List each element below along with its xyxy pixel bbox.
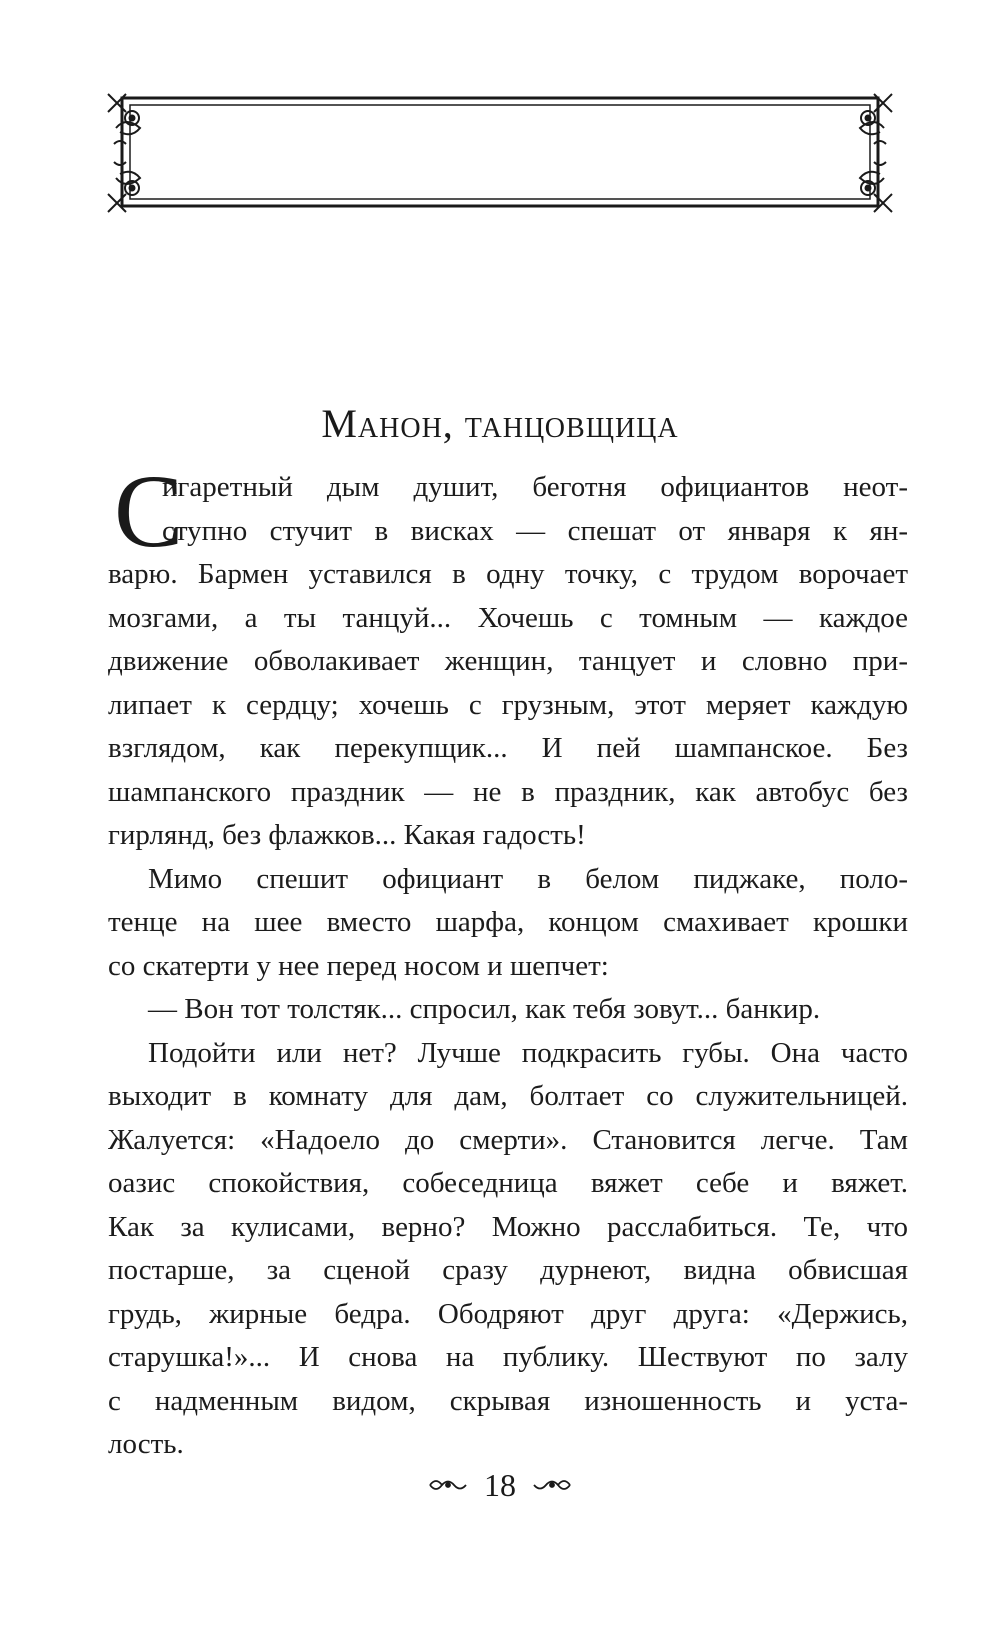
text-line: со скатерти у нее перед носом и шепчет: bbox=[108, 949, 609, 982]
text-line: Как за кулисами, верно? Можно расслабиться. Те, что bbox=[108, 1210, 908, 1243]
corner-ornament-icon bbox=[108, 94, 140, 144]
text-line: грудь, жирные бедра. Ободряют друг друга: «Держись, bbox=[108, 1297, 908, 1330]
drop-cap: С bbox=[114, 454, 184, 569]
text-line: Подойти или нет? Лучше подкрасить губы. Она часто bbox=[148, 1036, 908, 1069]
corner-ornament-icon bbox=[860, 94, 892, 144]
text-line: Жалуется: «Надоело до смерти». Становится легче. Там bbox=[108, 1123, 908, 1156]
flourish-left-icon bbox=[426, 1475, 470, 1495]
decorative-frame bbox=[100, 88, 900, 218]
text-line: гирлянд, без флажков... Какая гадость! bbox=[108, 819, 586, 851]
text-line: игаретный дым душит, беготня официантов неот- bbox=[162, 471, 908, 503]
text-line: с надменным видом, скрывая изношенность и уста- bbox=[108, 1384, 908, 1417]
text-line: липает к сердцу; хочешь с грузным, этот меряет каждую bbox=[108, 688, 908, 721]
body-text bbox=[108, 454, 908, 1467]
text-line: оазис спокойствия, собеседница вяжет себе и вяжет. bbox=[108, 1167, 908, 1199]
page-number: 18 bbox=[484, 1466, 516, 1503]
text-line: Мимо спешит официант в белом пиджаке, поло- bbox=[148, 862, 908, 895]
text-line: старушка!»... И снова на публику. Шествуют по залу bbox=[108, 1341, 908, 1373]
page-footer bbox=[0, 1460, 1000, 1510]
text-line: тенце на шее вместо шарфа, концом смахивает крошки bbox=[108, 906, 908, 938]
text-line: варю. Бармен уставился в одну точку, с трудом ворочает bbox=[108, 558, 908, 590]
text-line: постарше, за сценой сразу дурнеют, видна обвисшая bbox=[108, 1254, 908, 1286]
text-line: шампанского праздник — не в праздник, как автобус без bbox=[108, 775, 908, 808]
text-line: ступно стучит в висках — спешат от января к ян- bbox=[162, 514, 908, 547]
text-line: движение обволакивает женщин, танцует и словно при- bbox=[108, 645, 908, 677]
chapter-title: Манон, танцовщица bbox=[321, 401, 679, 446]
text-line: — Вон тот толстяк... спросил, как тебя зовут... банкир. bbox=[148, 993, 821, 1025]
text-line: взглядом, как перекупщик... И пей шампанское. Без bbox=[108, 732, 908, 764]
text-line: мозгами, а ты танцуй... Хочешь с томным — каждое bbox=[108, 601, 908, 634]
text-line: лость. bbox=[108, 1428, 184, 1460]
text-line: выходит в комнату для дам, болтает со служительницей. bbox=[108, 1080, 908, 1112]
flourish-right-icon bbox=[530, 1475, 574, 1495]
